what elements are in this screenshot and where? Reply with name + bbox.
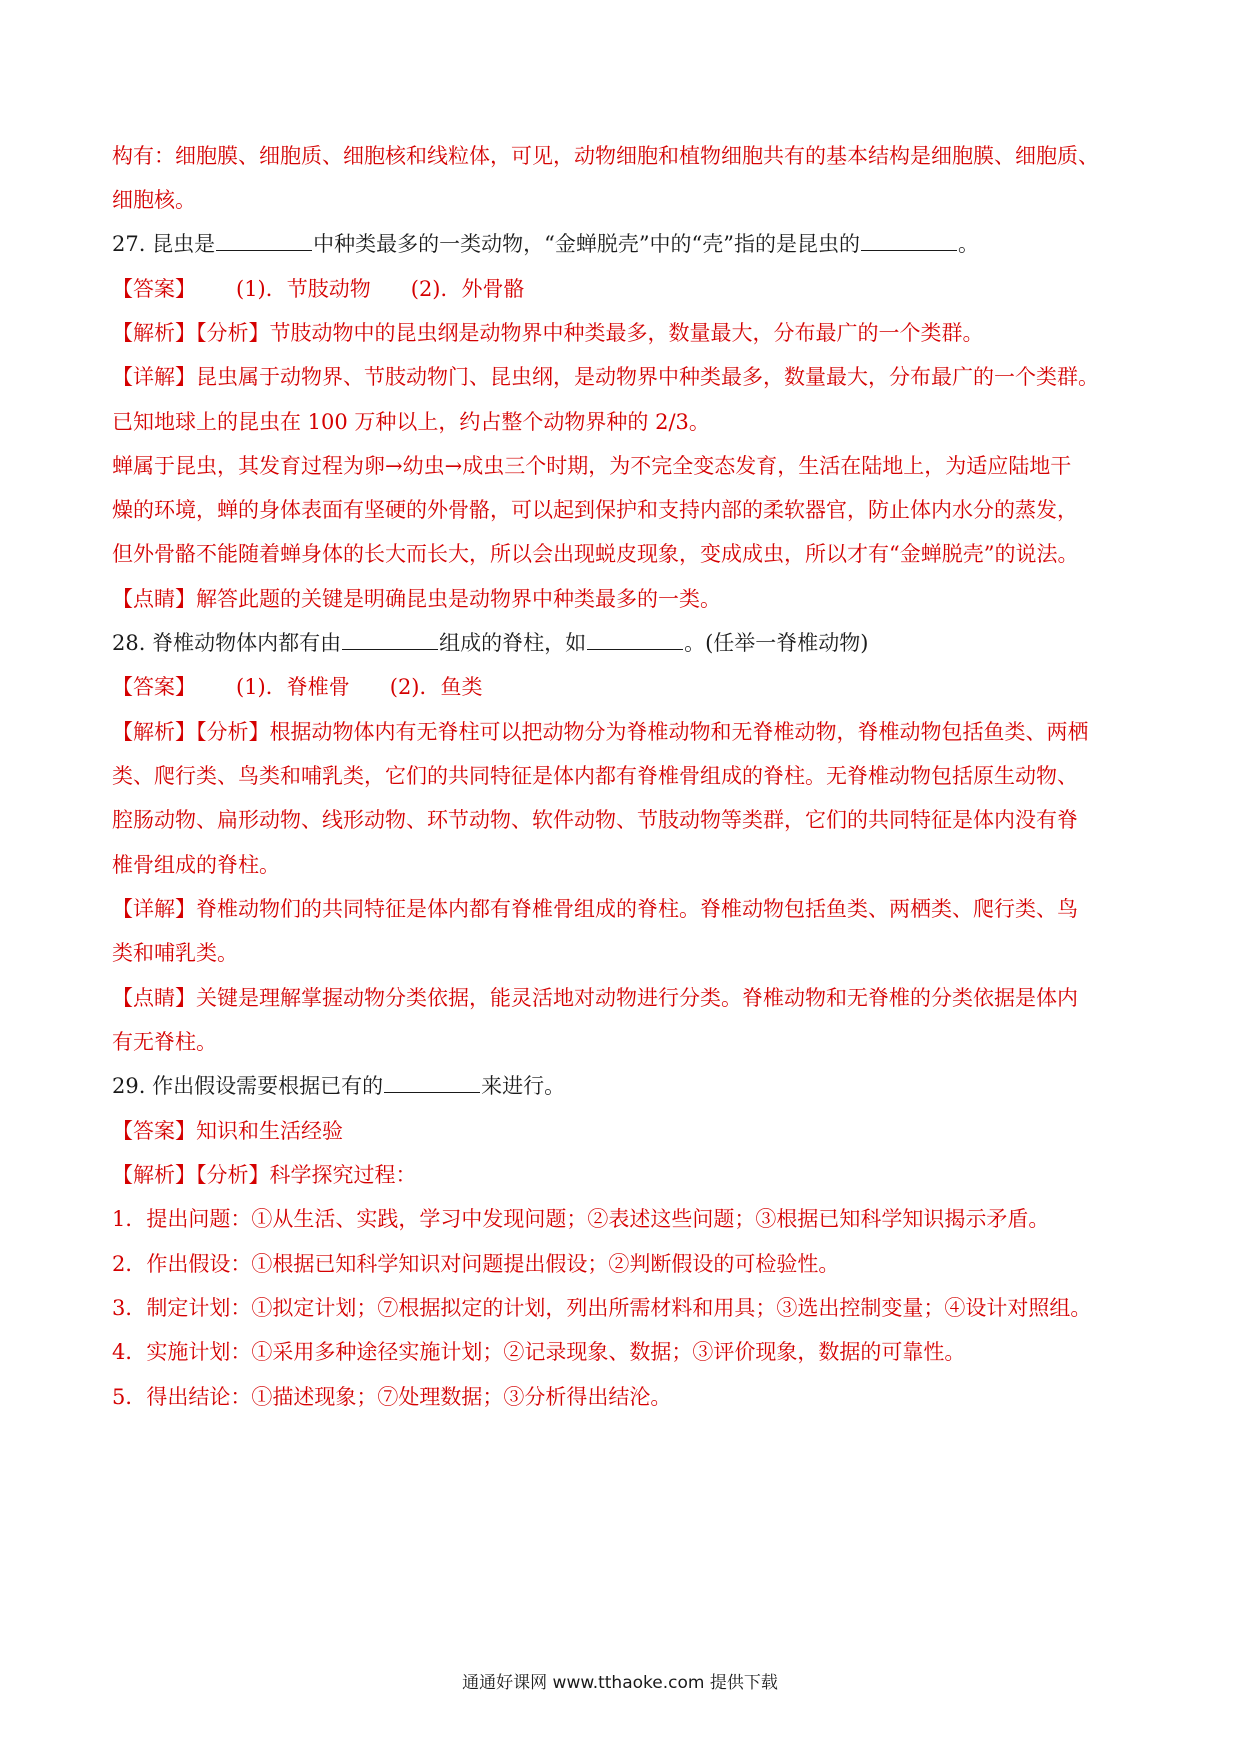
text-line: 蝉属于昆虫，其发育过程为卵→幼虫→成虫三个时期，为不完全变态发育，生活在陆地上，为适应陆地干 <box>112 454 1072 478</box>
text-line: 【解析】【分析】科学探究过程： <box>112 1163 417 1187</box>
text-line: 【详解】脊椎动物们的共同特征是体内都有脊椎骨组成的脊柱。脊椎动物包括鱼类、两栖类、爬行类、鸟 <box>112 897 1078 921</box>
text-line: 【解析】【分析】根据动物体内有无脊柱可以把动物分为脊椎动物和无脊椎动物，脊椎动物包括鱼类、两栖 <box>112 720 1089 744</box>
text-line: 【详解】昆虫属于动物界、节肢动物门、昆虫纲，是动物界中种类最多，数量最大，分布最广的一个类群。 <box>112 365 1099 389</box>
answer-label: 【答案】 <box>112 277 196 301</box>
question-29-prefix: 29. 作出假设需要根据已有的 <box>112 1074 384 1098</box>
question-28-prefix: 28. 脊椎动物体内都有由 <box>112 631 342 655</box>
page-footer: 通通好课网 www.tthaoke.com 提供下载 <box>462 1673 778 1693</box>
text-line: 构有：细胞膜、细胞质、细胞核和线粒体，可见，动物细胞和植物细胞共有的基本结构是细胞膜、细胞质、 <box>112 144 1099 168</box>
answer-label: 【答案】 <box>112 675 196 699</box>
text-line: 类、爬行类、鸟类和哺乳类，它们的共同特征是体内都有脊椎骨组成的脊柱。无脊椎动物包括原生动物、 <box>112 764 1078 788</box>
answer-item: (2)．鱼类 <box>389 675 483 699</box>
text-line: 5．得出结论：①描述现象；⑦处理数据；③分析得出结沦。 <box>112 1385 672 1409</box>
question-29 <box>112 1061 1132 1111</box>
answer-item: (1)．脊椎骨 <box>236 675 350 699</box>
answer-item: (1)．节肢动物 <box>236 277 371 301</box>
question-27-prefix: 27. 昆虫是 <box>112 232 216 256</box>
text-line: 有无脊柱。 <box>112 1030 217 1054</box>
text-line: 【答案】知识和生活经验 <box>112 1119 343 1143</box>
answer-blank <box>216 230 312 251</box>
answer-blank <box>342 629 438 650</box>
answer-item: (2)．外骨骼 <box>410 277 525 301</box>
text-line: 已知地球上的昆虫在 100 万种以上，约占整个动物界种的 2/3。 <box>112 410 710 434</box>
text-line: 【解析】【分析】节肢动物中的昆虫纲是动物界中种类最多，数量最大，分布最广的一个类群。 <box>112 321 984 345</box>
answer-blank <box>861 230 957 251</box>
text-line: 类和哺乳类。 <box>112 941 238 965</box>
question-28-suffix: 。(任举一脊椎动物) <box>684 631 869 655</box>
text-line: 但外骨骼不能随着蝉身体的长大而长大，所以会出现蜕皮现象，变成成虫，所以才有“金蝉脱壳”的说法。 <box>112 542 1079 566</box>
text-line: 【点睛】解答此题的关键是明确昆虫是动物界中种类最多的一类。 <box>112 587 721 611</box>
text-line: 【点睛】关键是理解掌握动物分类依据，能灵活地对动物进行分类。脊椎动物和无脊椎的分类依据是体内 <box>112 986 1078 1010</box>
question-27-suffix: 。 <box>958 232 980 256</box>
text-line: 细胞核。 <box>112 188 196 212</box>
text-line: 4．实施计划：①采用多种途径实施计划；②记录现象、数据；③评价现象，数据的可靠性。 <box>112 1340 966 1364</box>
question-28-middle: 组成的脊柱，如 <box>439 631 587 655</box>
text-line: 燥的环境，蝉的身体表面有坚硬的外骨骼，可以起到保护和支持内部的柔软器官，防止体内水分的蒸发， <box>112 498 1078 522</box>
question-27-middle: 中种类最多的一类动物，“金蝉脱壳”中的“壳”指的是昆虫的 <box>313 232 861 256</box>
answer-28 <box>112 662 1132 712</box>
question-28 <box>112 618 1132 668</box>
text-line: 椎骨组成的脊柱。 <box>112 853 280 877</box>
question-27 <box>112 219 1132 269</box>
text-line: 2．作出假设：①根据已知科学知识对问题提出假设；②判断假设的可检验性。 <box>112 1252 840 1276</box>
answer-blank <box>384 1072 480 1093</box>
text-line: 腔肠动物、扁形动物、线形动物、环节动物、软件动物、节肢动物等类群，它们的共同特征是体内没有脊 <box>112 808 1078 832</box>
text-line: 1．提出问题：①从生活、实践，学习中发现问题；②表述这些问题；③根据已知科学知识揭示矛盾。 <box>112 1207 1050 1231</box>
text-line: 3．制定计划：①拟定计划；⑦根据拟定的计划，列出所需材料和用具；③选出控制变量；④设计对照组。 <box>112 1296 1092 1320</box>
question-29-suffix: 来进行。 <box>481 1074 566 1098</box>
answer-27 <box>112 264 1132 314</box>
answer-blank <box>587 629 683 650</box>
